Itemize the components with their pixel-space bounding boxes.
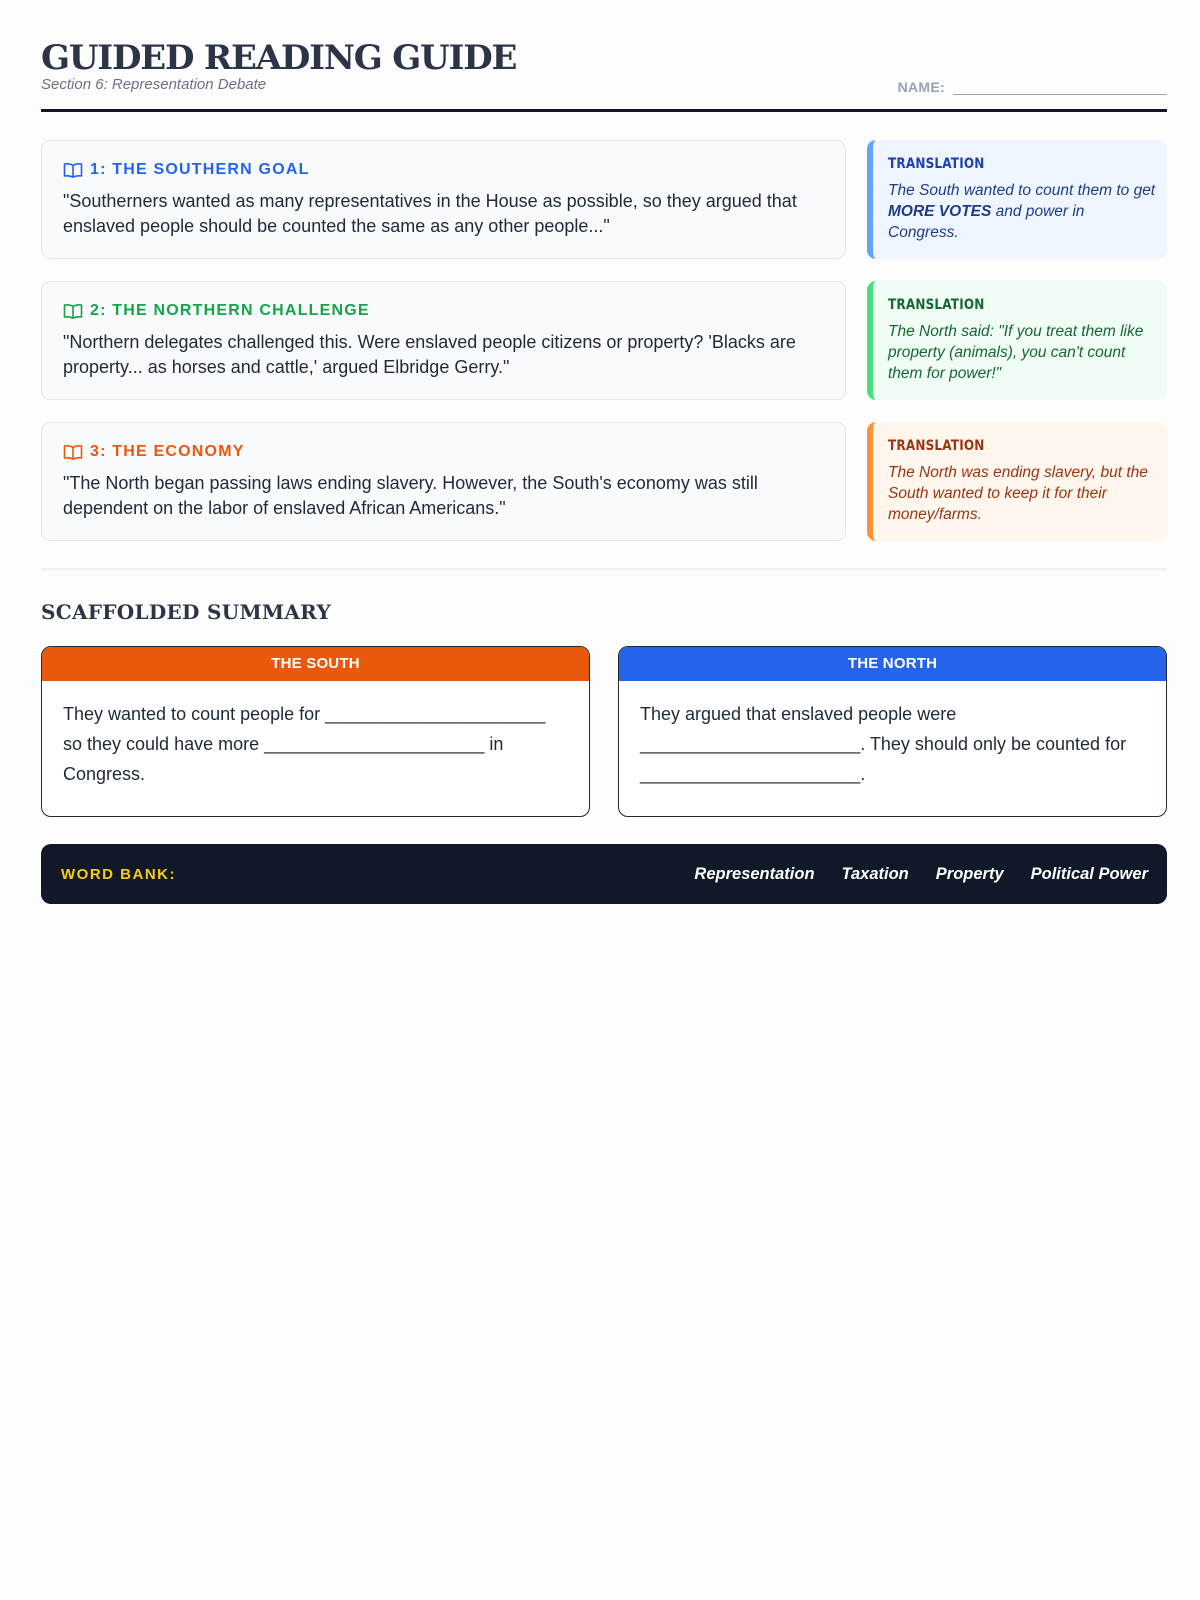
translation-text-start: The South wanted to count them to get xyxy=(888,182,1156,199)
summary-north-text[interactable]: They argued that enslaved people were ______________________. They should only be counted for ______________________. xyxy=(640,704,1127,784)
name-input-line[interactable] xyxy=(953,77,1167,95)
section-divider xyxy=(41,568,1167,570)
excerpt-heading-text: 1: THE SOUTHERN GOAL xyxy=(90,161,310,178)
excerpt-card xyxy=(41,140,846,259)
excerpt-quote: "The North began passing laws ending slavery. However, the South's economy was still dependent on the labor of enslaved African Americans." xyxy=(63,473,758,518)
name-label: NAME: xyxy=(897,79,945,95)
word-bank-item: Representation xyxy=(694,864,815,883)
translation-text: The North was ending slavery, but the South wanted to keep it for their money/farms. xyxy=(888,464,1148,523)
summary-south-text[interactable]: They wanted to count people for ______________________ so they could have more ______________________ in Congress. xyxy=(63,704,546,784)
word-bank xyxy=(41,844,1167,904)
excerpt-quote: "Southerners wanted as many representatives in the House as possible, so they argued that enslaved people should be counted the same as any other people..." xyxy=(63,191,797,236)
page-subtitle: Section 6: Representation Debate xyxy=(41,76,267,93)
excerpt-heading xyxy=(63,302,825,320)
summary-south-header: THE SOUTH xyxy=(42,647,589,681)
translation-text: The North said: "If you treat them like property (animals), you can't count them for power!" xyxy=(888,323,1144,382)
excerpt-heading-text: 2: THE NORTHERN CHALLENGE xyxy=(90,302,370,319)
excerpt-heading xyxy=(63,443,825,461)
open-book-icon xyxy=(63,303,83,319)
translation-label: TRANSLATION xyxy=(888,156,985,172)
translation-label: TRANSLATION xyxy=(888,297,985,313)
excerpt-card xyxy=(41,422,846,541)
translation-card xyxy=(867,140,1167,259)
word-bank-item: Political Power xyxy=(1030,864,1148,883)
summary-north-box xyxy=(618,646,1167,817)
reading-row-3 xyxy=(41,422,1167,541)
open-book-icon xyxy=(63,162,83,178)
name-field-group xyxy=(898,77,1167,95)
excerpt-quote: "Northern delegates challenged this. Were enslaved people citizens or property? 'Blacks are property... as horses and cattle,' argued Elbridge Gerry." xyxy=(63,332,796,377)
reading-row-2 xyxy=(41,281,1167,400)
word-bank-item: Taxation xyxy=(841,864,909,883)
word-bank-item: Property xyxy=(935,864,1004,883)
translation-card xyxy=(867,281,1167,400)
excerpt-heading xyxy=(63,161,825,179)
reading-row-1 xyxy=(41,140,1167,259)
excerpt-card xyxy=(41,281,846,400)
translation-card xyxy=(867,422,1167,541)
summary-title: SCAFFOLDED SUMMARY xyxy=(41,600,332,624)
translation-emphasis: MORE VOTES xyxy=(888,203,992,220)
worksheet-page xyxy=(41,0,1167,883)
translation-text xyxy=(888,180,1157,243)
summary-south-box xyxy=(41,646,590,817)
page-title: GUIDED READING GUIDE xyxy=(41,38,517,78)
open-book-icon xyxy=(63,444,83,460)
translation-text-end: and power in Congress. xyxy=(888,203,1085,241)
worksheet-header xyxy=(41,0,1167,112)
summary-north-header: THE NORTH xyxy=(619,647,1166,681)
translation-label: TRANSLATION xyxy=(888,438,985,454)
reading-sections xyxy=(41,140,1167,563)
excerpt-heading-text: 3: THE ECONOMY xyxy=(90,443,245,460)
word-bank-label: WORD BANK: xyxy=(61,865,176,883)
word-bank-list xyxy=(667,865,1148,884)
